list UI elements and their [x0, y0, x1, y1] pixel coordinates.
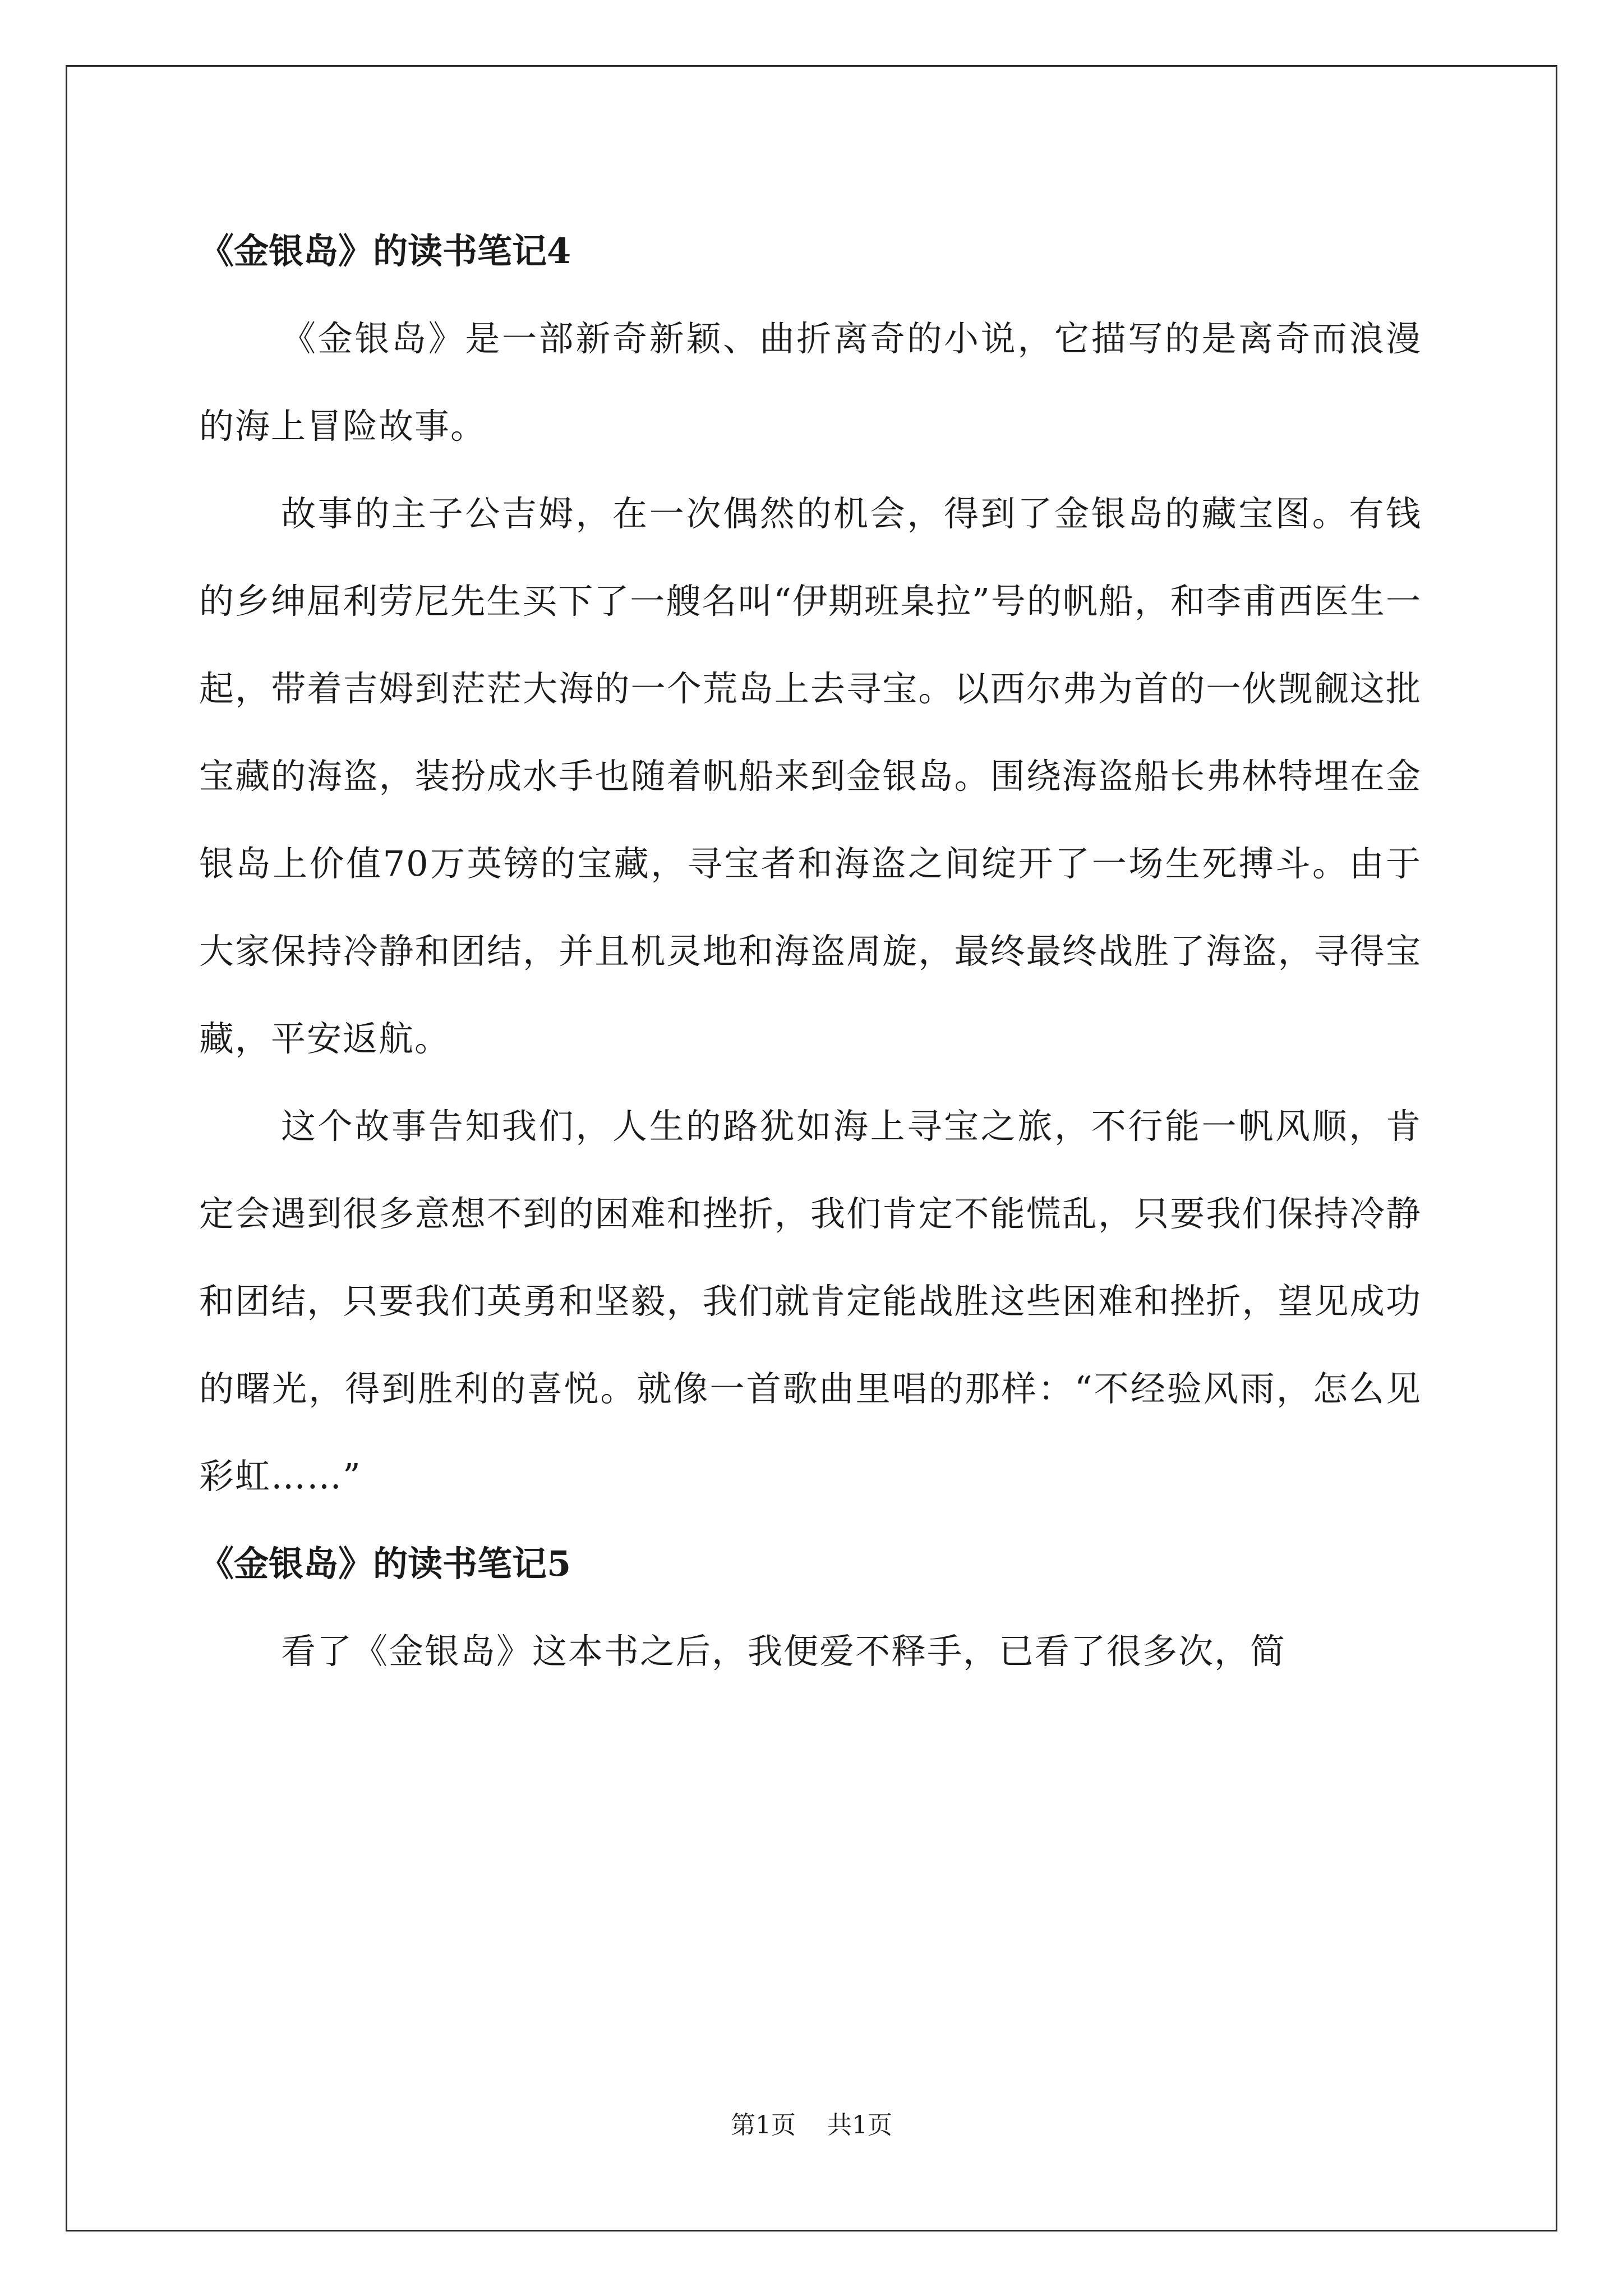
paragraph: 这个故事告知我们，人生的路犹如海上寻宝之旅，不行能一帆风顺，肯定会遇到很多意想不到的困难和挫折，我们肯定不能慌乱，只要我们保持冷静和团结，只要我们英勇和坚毅，我们就肯定能战胜这些困难和挫折，望见成功的曙光，得到胜利的喜悦。就像一首歌曲里唱的那样：“不经验风雨，怎么见彩虹……”	[199, 1106, 1422, 1497]
page-total: 共1页	[827, 2111, 892, 2139]
section-heading: 《金银岛》的读书笔记4	[199, 231, 571, 272]
section-note-5	[199, 1520, 1422, 1695]
page-number: 第1页	[731, 2111, 796, 2139]
paragraph: 《金银岛》是一部新奇新颖、曲折离奇的小说，它描写的是离奇而浪漫的海上冒险故事。	[199, 318, 1422, 447]
page-footer	[0, 2105, 1623, 2141]
section-heading: 《金银岛》的读书笔记5	[199, 1543, 571, 1584]
paragraph: 故事的主子公吉姆，在一次偶然的机会，得到了金银岛的藏宝图。有钱的乡绅屈利劳尼先生买下了一艘名叫“伊期班臬拉”号的帆船，和李甫西医生一起，带着吉姆到茫茫大海的一个荒岛上去寻宝。以西尔弗为首的一伙觊觎这批宝藏的海盗，装扮成水手也随着帆船来到金银岛。围绕海盗船长弗林特埋在金银岛上价值70万英镑的宝藏，寻宝者和海盗之间绽开了一场生死搏斗。由于大家保持冷静和团结，并且机灵地和海盗周旋，最终最终战胜了海盗，寻得宝藏，平安返航。	[199, 493, 1422, 1059]
document-body	[199, 208, 1422, 1695]
section-note-4	[199, 208, 1422, 1520]
paragraph: 看了《金银岛》这本书之后，我便爱不释手，已看了很多次，简	[281, 1631, 1287, 1672]
